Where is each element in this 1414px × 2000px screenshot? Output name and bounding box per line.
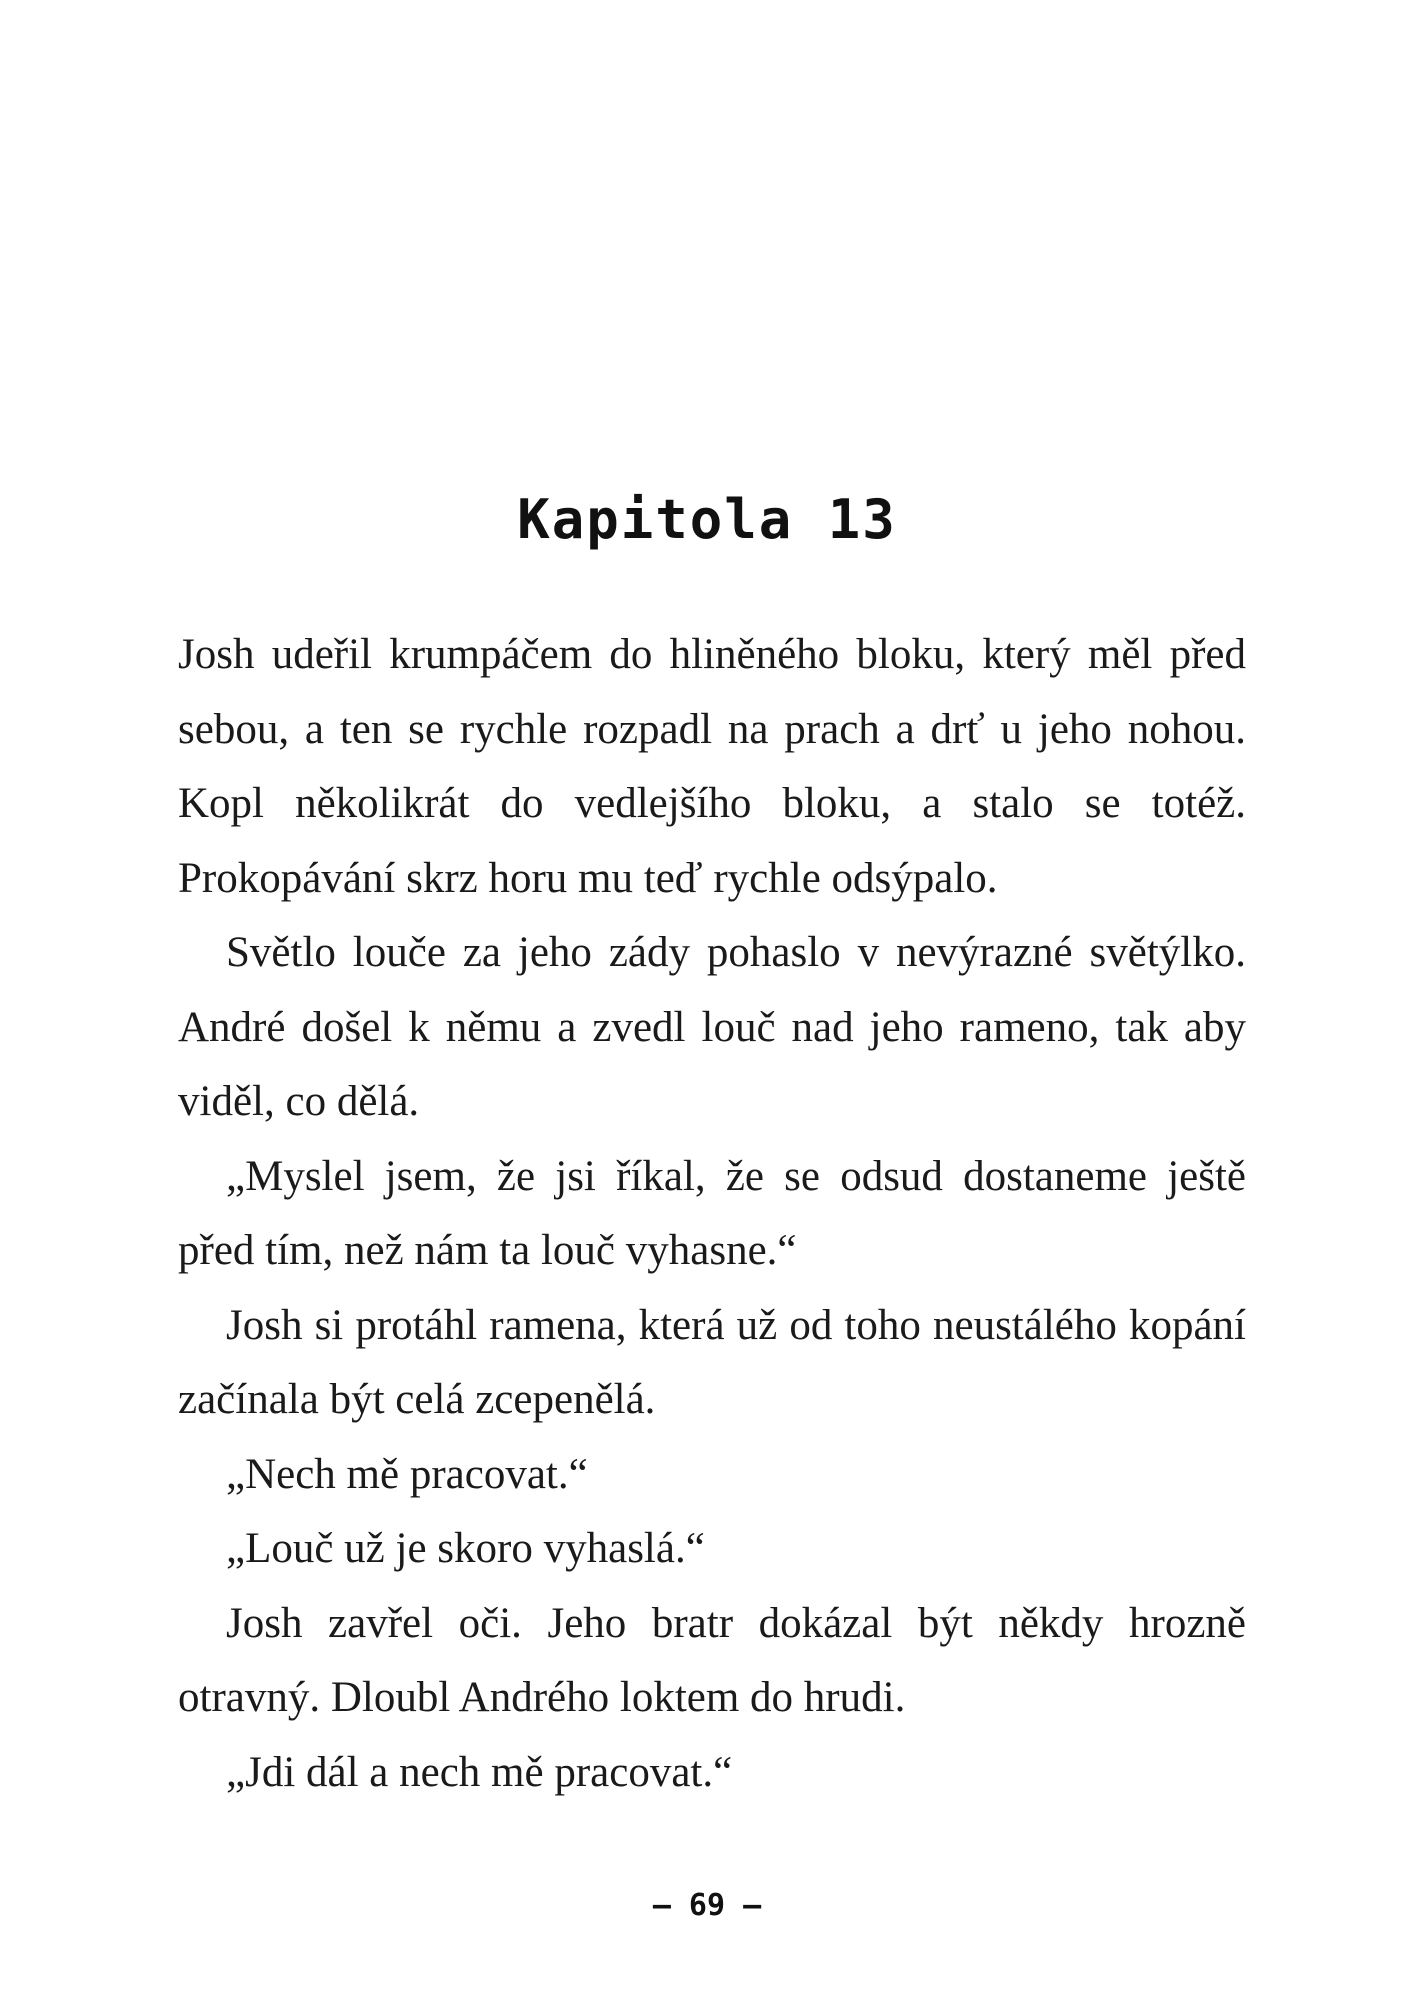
paragraph-6: „Louč už je skoro vyhaslá.“: [226, 1525, 705, 1572]
chapter-title: Kapitola 13: [517, 488, 897, 551]
paragraph-8: „Jdi dál a nech mě pracovat.“: [226, 1748, 733, 1796]
paragraph-3: „Myslel jsem, že jsi říkal, že se odsud dostaneme ještě před tím, než nám ta louč vyhasne.“: [178, 1152, 1246, 1274]
page-number: – 69 –: [652, 1888, 762, 1923]
paragraph-2: Světlo louče za jeho zády pohaslo v nevýrazné světýlko. André došel k němu a zvedl louč nad jeho rameno, tak aby viděl, co dělá.: [178, 929, 1246, 1125]
paragraph-5: „Nech mě pracovat.“: [226, 1450, 588, 1498]
paragraph-1: Josh udeřil krumpáčem do hliněného bloku, který měl před sebou, a ten se rychle rozpadl na prach a drť u jeho nohou. Kopl několikrát do vedlejšího bloku, a stalo se totéž. Prokopávání skrz horu mu teď rychle odsýpalo.: [178, 631, 1246, 902]
paragraph-7: Josh zavřel oči. Jeho bratr dokázal být někdy hrozně otravný. Dloubl Andrého loktem do hrudi.: [178, 1599, 1246, 1721]
chapter-body: [178, 618, 1246, 1810]
paragraph-4: Josh si protáhl ramena, která už od toho neustálého kopání začínala být celá zcepenělá.: [178, 1301, 1246, 1423]
